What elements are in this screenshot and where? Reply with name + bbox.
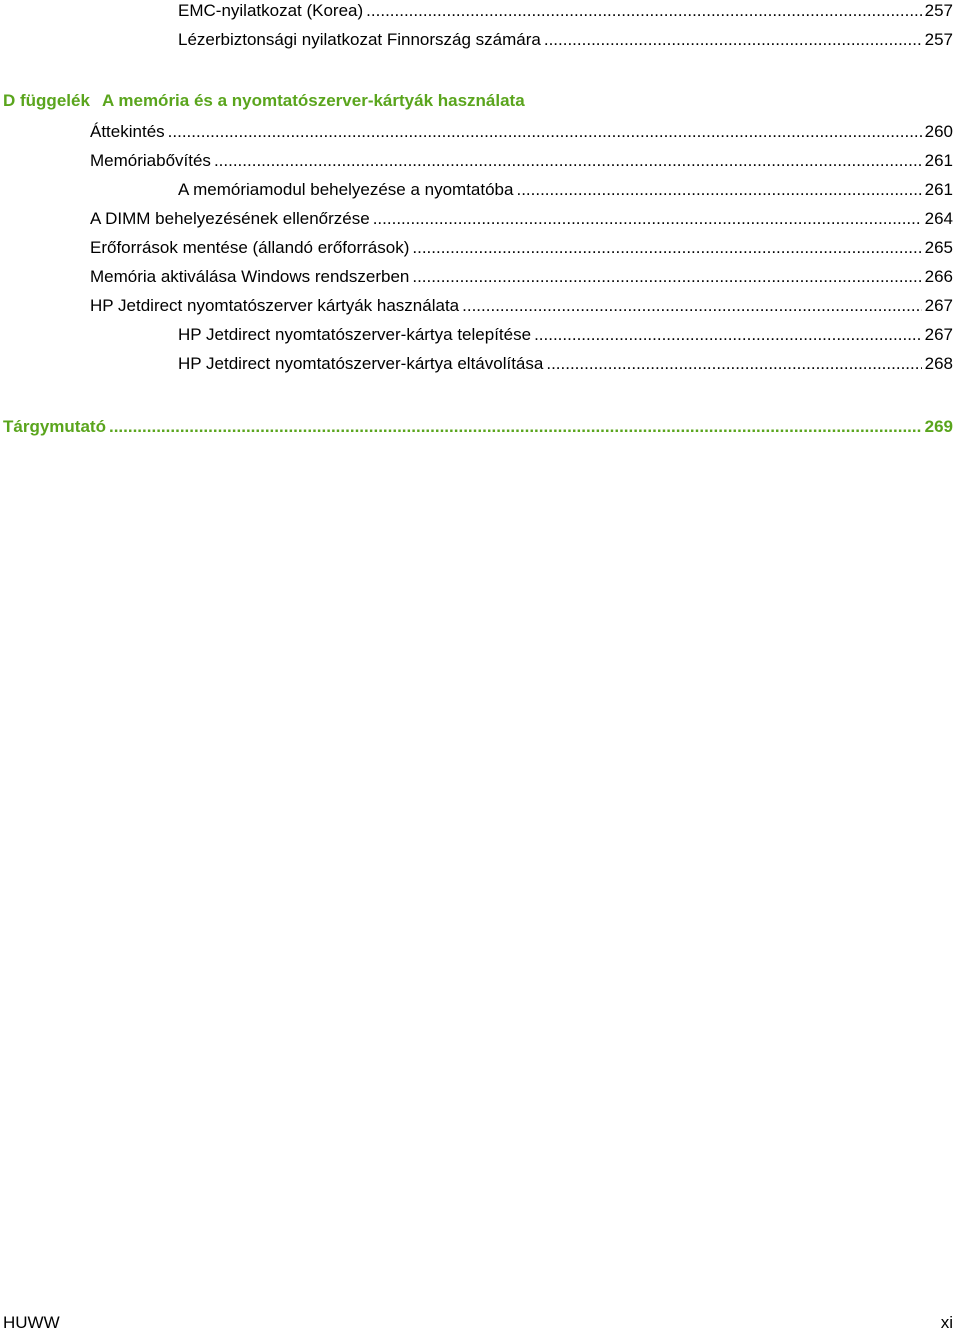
dot-leader bbox=[214, 150, 922, 172]
toc-entry-emc-korea[interactable] bbox=[178, 0, 953, 22]
toc-entry-memory-upgrade[interactable] bbox=[90, 150, 953, 172]
toc-entry-install-memory-module[interactable] bbox=[178, 179, 953, 201]
toc-entry-page: 260 bbox=[924, 122, 953, 141]
toc-entry-page: 264 bbox=[924, 209, 953, 228]
dot-leader bbox=[516, 179, 921, 201]
toc-entry-title: Tárgymutató bbox=[3, 417, 106, 436]
toc-entry-page: 267 bbox=[924, 296, 953, 315]
toc-entry-page: 261 bbox=[924, 151, 953, 170]
toc-entry-overview[interactable] bbox=[90, 121, 953, 143]
appendix-label: D függelék bbox=[3, 91, 90, 110]
toc-entry-page: 269 bbox=[924, 417, 953, 436]
dot-leader bbox=[168, 121, 922, 143]
dot-leader bbox=[412, 266, 921, 288]
toc-entry-title: Memóriabővítés bbox=[90, 151, 211, 170]
toc-entry-page: 267 bbox=[924, 325, 953, 344]
toc-entry-jetdirect-cards[interactable] bbox=[90, 295, 953, 317]
toc-entry-verify-dimm[interactable] bbox=[90, 208, 953, 230]
toc-entry-title: EMC-nyilatkozat (Korea) bbox=[178, 1, 364, 20]
toc-entry-title: HP Jetdirect nyomtatószerver-kártya eltávolítása bbox=[178, 354, 544, 373]
dot-leader bbox=[109, 416, 922, 438]
dot-leader bbox=[544, 29, 922, 51]
toc-entry-jetdirect-remove[interactable] bbox=[178, 353, 953, 375]
toc-entry-title: Áttekintés bbox=[90, 122, 165, 141]
appendix-heading[interactable] bbox=[3, 90, 525, 112]
toc-entry-page: 261 bbox=[924, 180, 953, 199]
toc-entry-index[interactable] bbox=[3, 416, 953, 438]
toc-entry-page: 257 bbox=[924, 1, 953, 20]
toc-entry-title: Lézerbiztonsági nyilatkozat Finnország számára bbox=[178, 30, 541, 49]
toc-entry-save-resources[interactable] bbox=[90, 237, 953, 259]
toc-entry-laser-finland[interactable] bbox=[178, 29, 953, 51]
dot-leader bbox=[412, 237, 921, 259]
toc-entry-title: HP Jetdirect nyomtatószerver-kártya telepítése bbox=[178, 325, 532, 344]
dot-leader bbox=[373, 208, 922, 230]
toc-entry-title: HP Jetdirect nyomtatószerver kártyák használata bbox=[90, 296, 460, 315]
appendix-title: A memória és a nyomtatószerver-kártyák használata bbox=[102, 91, 525, 110]
toc-entry-title: Memória aktiválása Windows rendszerben bbox=[90, 267, 410, 286]
toc-entry-enable-memory-windows[interactable] bbox=[90, 266, 953, 288]
toc-entry-page: 268 bbox=[924, 354, 953, 373]
footer-page-number: xi bbox=[940, 1313, 953, 1332]
footer-doc-code: HUWW bbox=[3, 1313, 60, 1332]
toc-entry-title: A DIMM behelyezésének ellenőrzése bbox=[90, 209, 370, 228]
dot-leader bbox=[462, 295, 921, 317]
toc-entry-page: 265 bbox=[924, 238, 953, 257]
toc-entry-page: 257 bbox=[924, 30, 953, 49]
toc-entry-title: A memóriamodul behelyezése a nyomtatóba bbox=[178, 180, 514, 199]
dot-leader bbox=[366, 0, 921, 22]
dot-leader bbox=[534, 324, 922, 346]
toc-entry-title: Erőforrások mentése (állandó erőforrások) bbox=[90, 238, 410, 257]
toc-entry-jetdirect-install[interactable] bbox=[178, 324, 953, 346]
dot-leader bbox=[546, 353, 921, 375]
toc-entry-page: 266 bbox=[924, 267, 953, 286]
